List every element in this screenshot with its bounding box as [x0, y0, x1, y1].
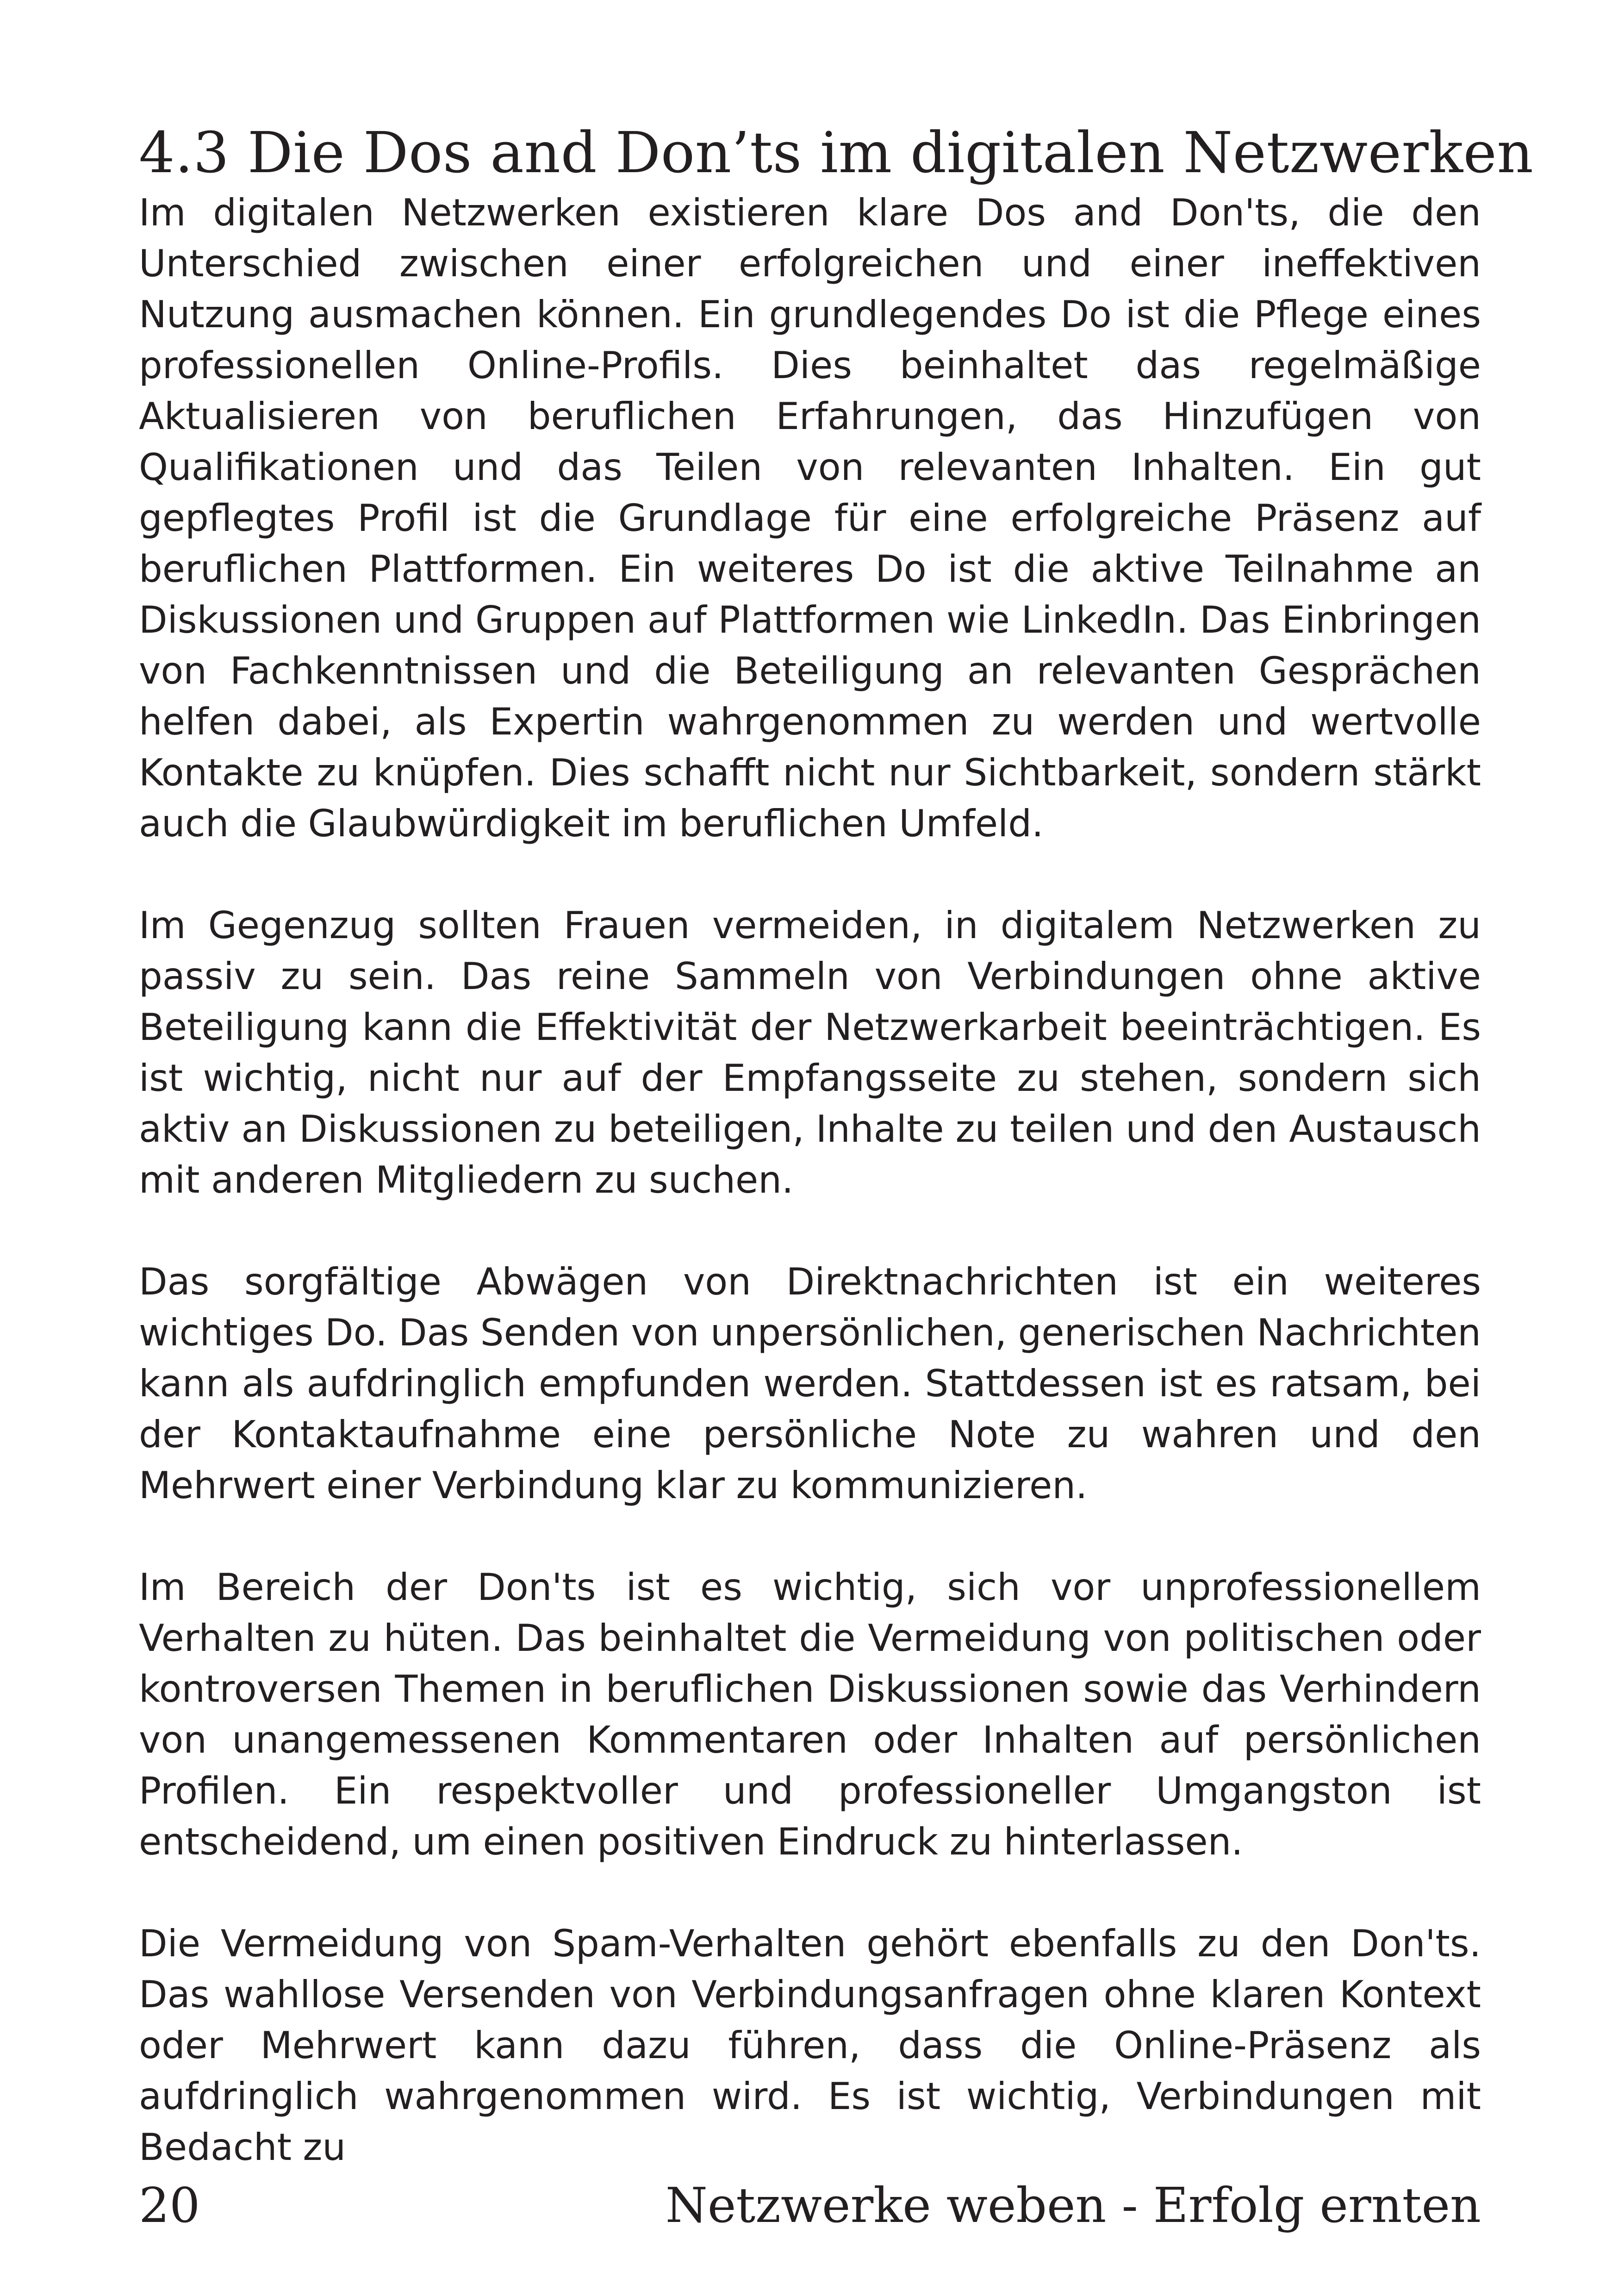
page-footer [139, 2175, 1481, 2249]
paragraph-spam: Die Vermeidung von Spam-Verhalten gehört ebenfalls zu den Don'ts. Das wahllose Versenden von Verbindungsanfragen ohne klaren Kontext oder Mehrwert kann dazu führen, dass die Online-Präsenz als aufdringlich wahrgenommen wird. Es ist wichtig, Verbindungen mit Bedacht zu [139, 1922, 1481, 2169]
running-title: Netzwerke weben - Erfolg ernten [665, 2177, 1481, 2234]
page-content [139, 118, 1534, 2173]
paragraph-unprofessional-behavior: Im Bereich der Don'ts ist es wichtig, sich vor unprofessionellem Verhalten zu hüten. Das beinhaltet die Vermeidung von politischen oder kontroversen Themen in beruflichen Diskussionen sowie das Verhindern von unangemessenen Kommentaren oder Inhalten auf persönlichen Profilen. Ein respektvoller und professioneller Umgangston ist entscheidend, um einen positiven Eindruck zu hinterlassen. [139, 1566, 1481, 1863]
section-heading: 4.3 Die Dos and Don’ts im digitalen Netzwerken [139, 120, 1534, 186]
paragraph-direct-messages: Das sorgfältige Abwägen von Direktnachrichten ist ein weiteres wichtiges Do. Das Senden von unpersönlichen, generischen Nachrichten kann als aufdringlich empfunden werden. Stattdessen ist es ratsam, bei der Kontaktaufnahme eine persönliche Note zu wahren und den Mehrwert einer Verbindung klar zu kommunizieren. [139, 1260, 1481, 1507]
paragraph-passivity: Im Gegenzug sollten Frauen vermeiden, in digitalem Netzwerken zu passiv zu sein. Das reine Sammeln von Verbindungen ohne aktive Beteiligung kann die Effektivität der Netzwerkarbeit beeinträchtigen. Es ist wichtig, nicht nur auf der Empfangsseite zu stehen, sondern sich aktiv an Diskussionen zu beteiligen, Inhalte zu teilen und den Austausch mit anderen Mitgliedern zu suchen. [139, 904, 1481, 1201]
paragraph-dos-profile: Im digitalen Netzwerken existieren klare Dos and Don'ts, die den Unterschied zwischen einer erfolgreichen und einer ineffektiven Nutzung ausmachen können. Ein grundlegendes Do ist die Pflege eines professionellen Online-Profils. Dies beinhaltet das regelmäßige Aktualisieren von beruflichen Erfahrungen, das Hinzufügen von Qualifikationen und das Teilen von relevanten Inhalten. Ein gut gepflegtes Profil ist die Grundlage für eine erfolgreiche Präsenz auf beruflichen Plattformen. Ein weiteres Do ist die aktive Teilnahme an Diskussionen und Gruppen auf Plattformen wie LinkedIn. Das Einbringen von Fachkenntnissen und die Beteiligung an relevanten Gesprächen helfen dabei, als Expertin wahrgenommen zu werden und wertvolle Kontakte zu knüpfen. Dies schafft nicht nur Sichtbarkeit, sondern stärkt auch die Glaubwürdigkeit im beruflichen Umfeld. [139, 191, 1481, 845]
page-number: 20 [139, 2177, 200, 2234]
